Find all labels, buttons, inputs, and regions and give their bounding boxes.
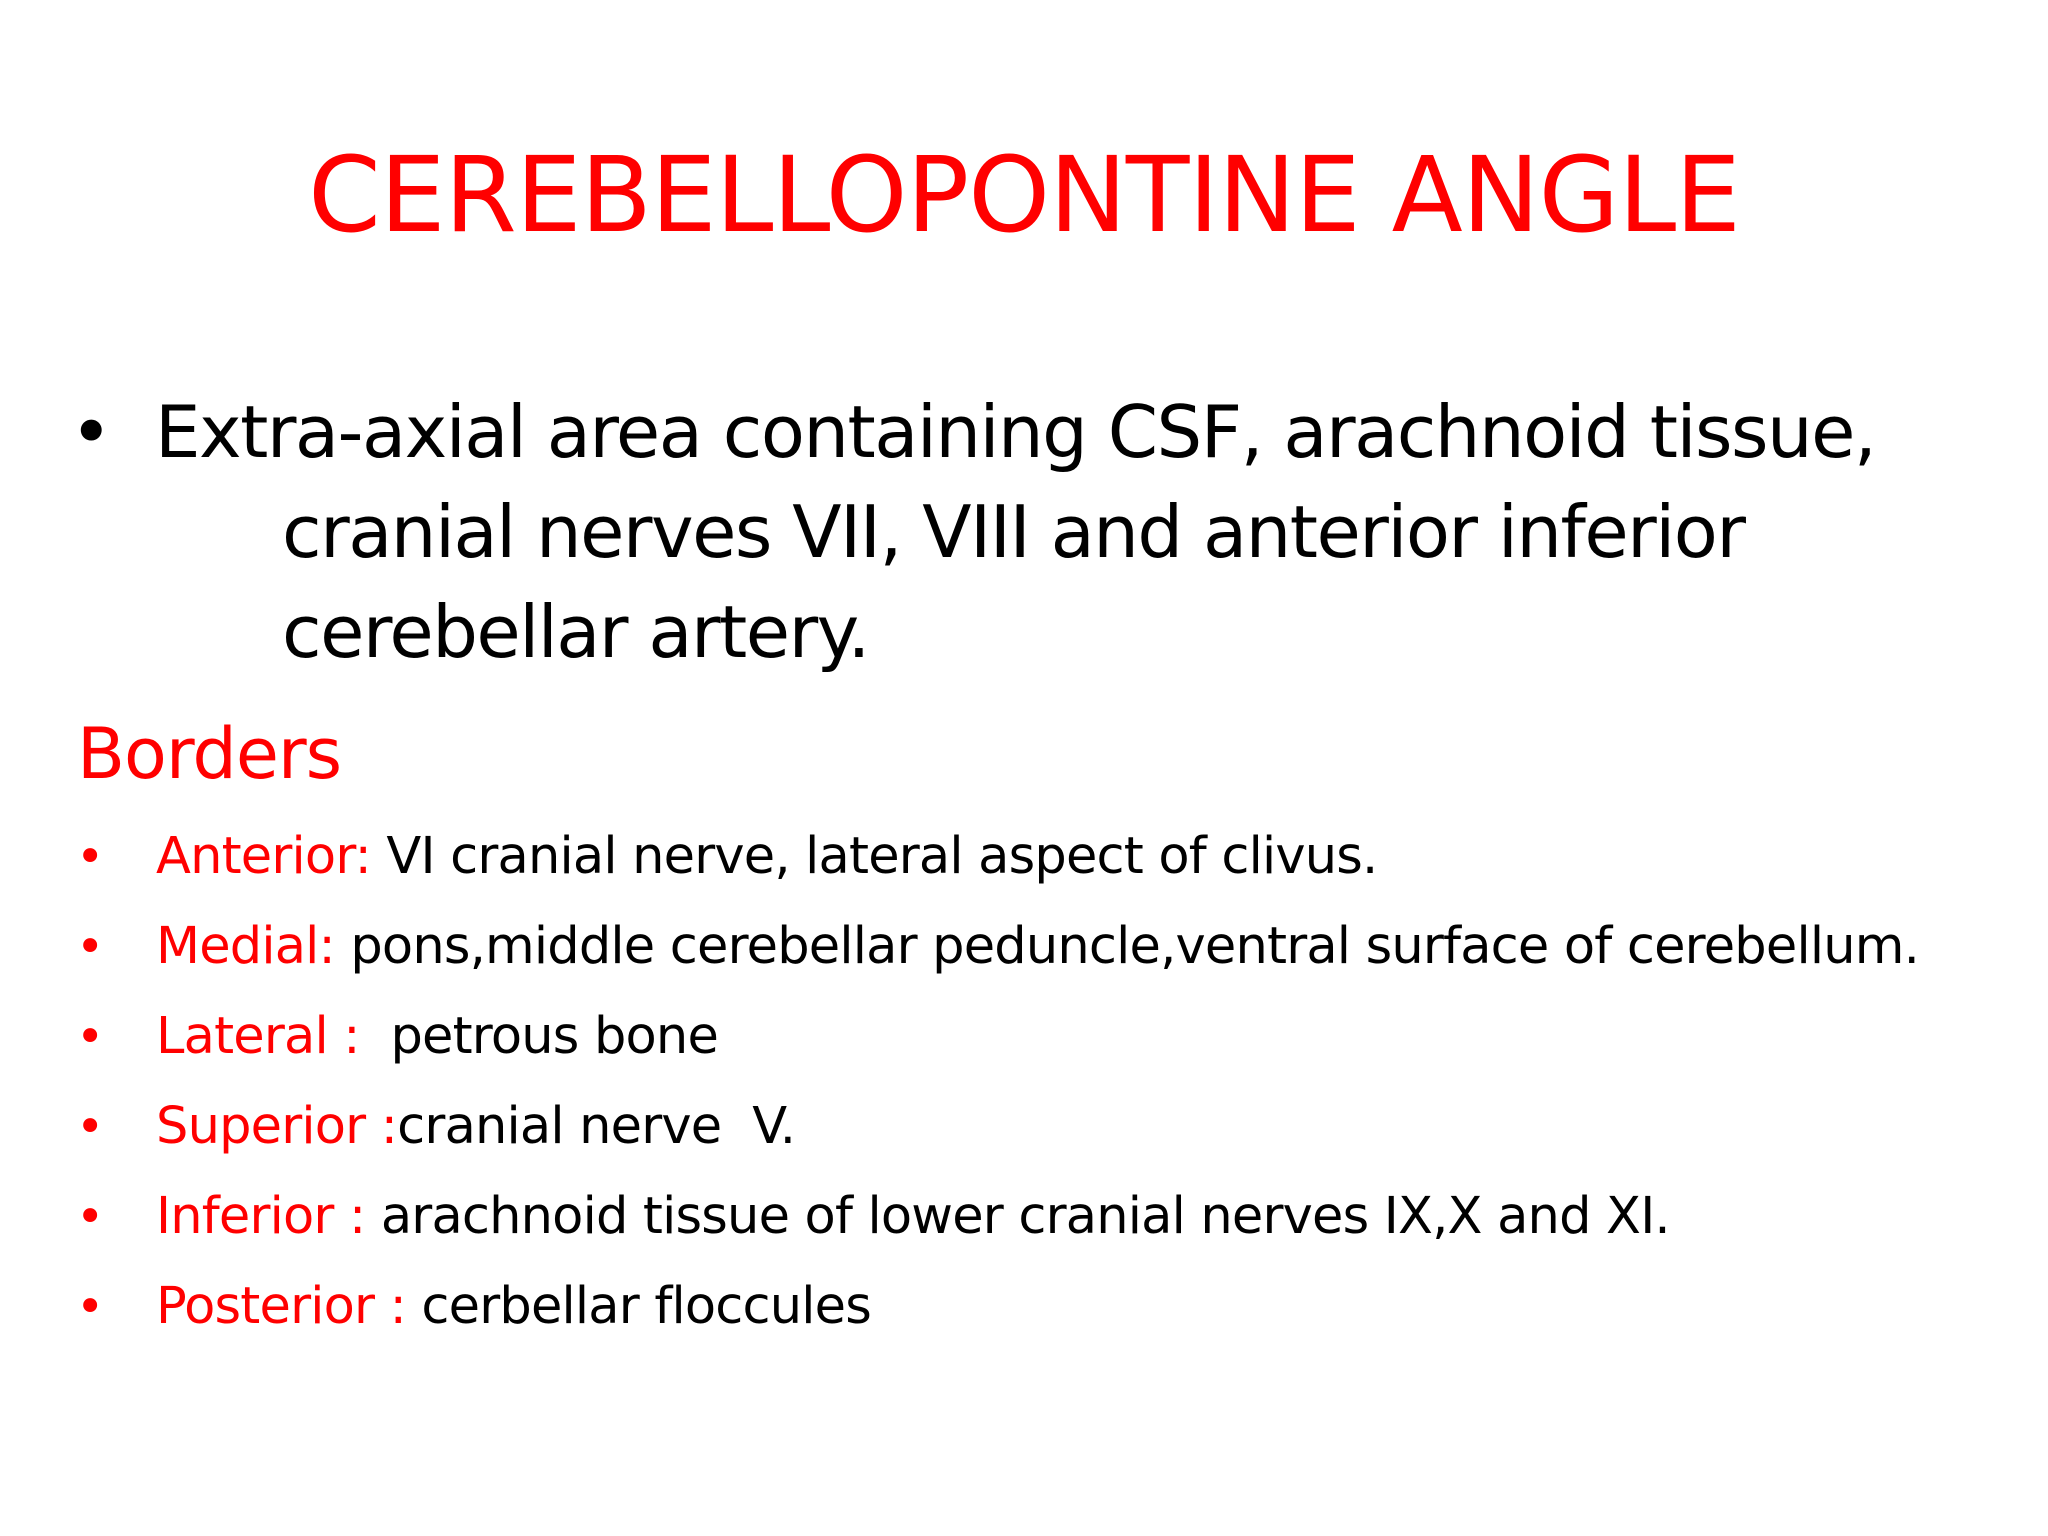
bullet-dot-icon: • bbox=[70, 390, 113, 474]
border-label: Inferior : bbox=[156, 1187, 366, 1246]
border-label: Medial: bbox=[156, 917, 335, 976]
bullet-dot-icon: • bbox=[76, 919, 105, 975]
border-item-text bbox=[156, 1172, 1670, 1262]
border-item-text bbox=[156, 902, 1919, 992]
bullet-dot-icon: • bbox=[76, 1009, 105, 1065]
section-heading-borders: Borders bbox=[77, 713, 342, 795]
borders-list bbox=[70, 812, 2030, 1352]
border-item-superior bbox=[70, 1082, 2030, 1172]
main-bullet-line-2: cranial nerves VII, VIII and anterior inferior bbox=[282, 490, 1745, 574]
border-item-medial bbox=[70, 902, 2030, 992]
main-bullet-line-1: Extra-axial area containing CSF, arachnoid tissue, bbox=[155, 390, 1876, 474]
border-value: pons,middle cerebellar peduncle,ventral surface of cerebellum. bbox=[334, 917, 1920, 976]
border-value: cerbellar floccules bbox=[406, 1277, 871, 1336]
border-item-text bbox=[156, 1262, 871, 1352]
border-label: Anterior: bbox=[156, 827, 371, 886]
main-bullet-text bbox=[155, 382, 1955, 682]
border-value: VI cranial nerve, lateral aspect of clivus. bbox=[370, 827, 1378, 886]
border-item-inferior bbox=[70, 1172, 2030, 1262]
border-label: Superior : bbox=[156, 1097, 398, 1156]
border-value: cranial nerve V. bbox=[397, 1097, 796, 1156]
border-item-lateral bbox=[70, 992, 2030, 1082]
border-label: Lateral : bbox=[156, 1007, 360, 1066]
border-value: petrous bone bbox=[359, 1007, 719, 1066]
bullet-dot-icon: • bbox=[76, 1099, 105, 1155]
border-value: arachnoid tissue of lower cranial nerves IX,X and XI. bbox=[365, 1187, 1670, 1246]
bullet-dot-icon: • bbox=[76, 1189, 105, 1245]
border-item-posterior bbox=[70, 1262, 2030, 1352]
bullet-dot-icon: • bbox=[76, 1279, 105, 1335]
border-label: Posterior : bbox=[156, 1277, 406, 1336]
border-item-anterior bbox=[70, 812, 2030, 902]
slide-title: CEREBELLOPONTINE ANGLE bbox=[308, 134, 1740, 256]
main-bullet-line-3: cerebellar artery. bbox=[282, 590, 869, 674]
border-item-text bbox=[156, 1082, 795, 1172]
border-item-text bbox=[156, 812, 1377, 902]
border-item-text bbox=[156, 992, 718, 1082]
bullet-dot-icon: • bbox=[76, 829, 105, 885]
